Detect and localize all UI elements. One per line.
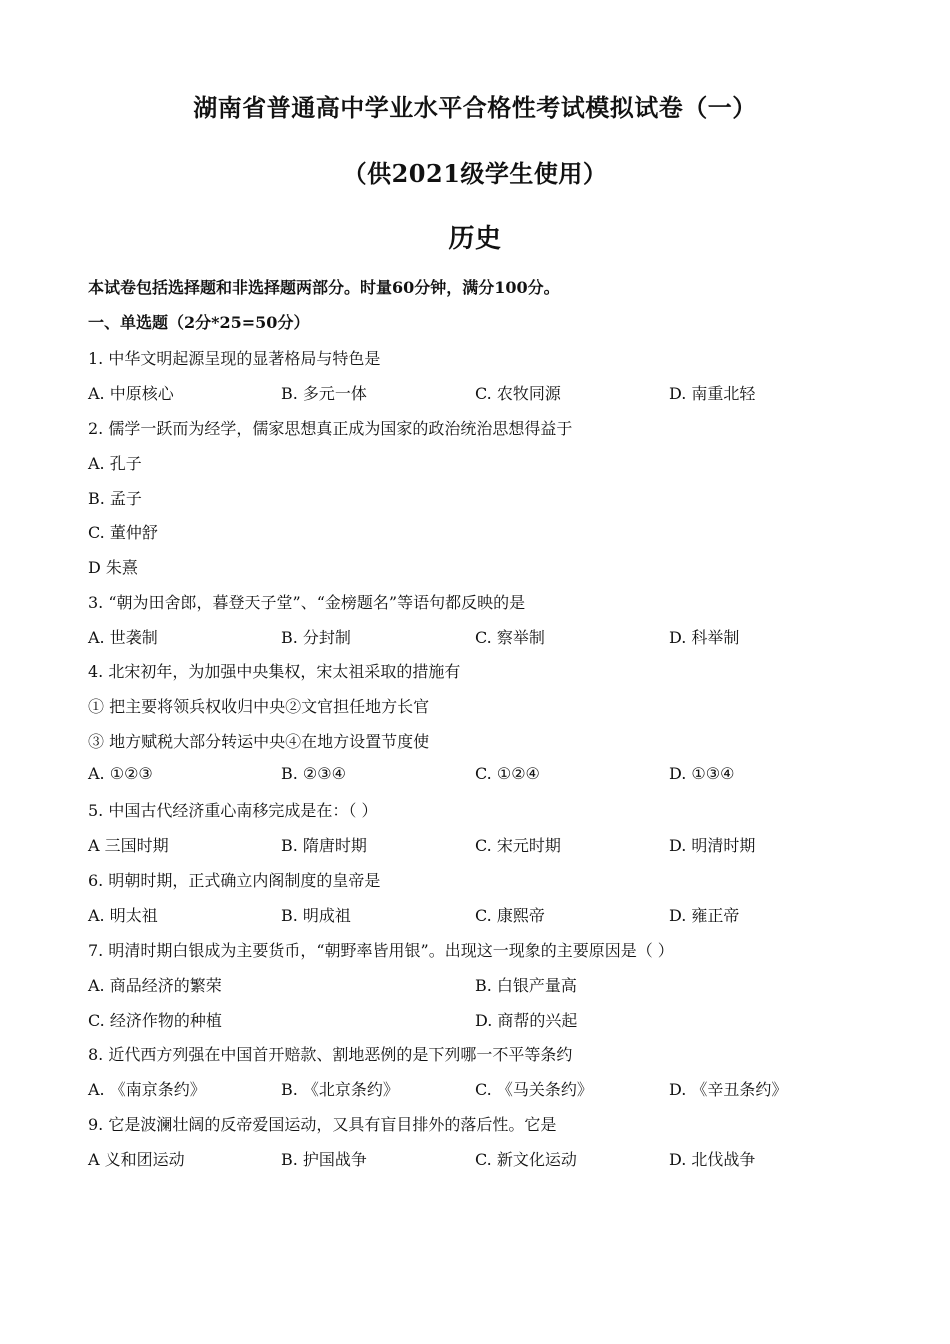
option-a: A 义和团运动 bbox=[88, 1150, 185, 1169]
option-a: A. ①②③ bbox=[88, 764, 153, 783]
exam-subtitle: （供2021级学生使用） bbox=[342, 159, 608, 188]
option-d: D. 商帮的兴起 bbox=[475, 1011, 578, 1030]
option-a: A. 明太祖 bbox=[88, 906, 158, 925]
option-c: C. 经济作物的种植 bbox=[88, 1011, 222, 1030]
option-c: C. ①②④ bbox=[475, 764, 540, 783]
question-stem: 6. 明朝时期，正式确立内阁制度的皇帝是 bbox=[88, 871, 381, 890]
option-c: C. 察举制 bbox=[475, 628, 545, 647]
option-d: D. 雍正帝 bbox=[669, 906, 740, 925]
question-stem: 1. 中华文明起源呈现的显著格局与特色是 bbox=[88, 349, 381, 368]
section-heading: 一、单选题（2分*25=50分） bbox=[88, 313, 310, 332]
option-b: B. 孟子 bbox=[88, 489, 142, 508]
option-d: D. 北伐战争 bbox=[669, 1150, 756, 1169]
option-d: D. 南重北轻 bbox=[669, 384, 756, 403]
option-d: D 朱熹 bbox=[88, 558, 138, 577]
question-stem: 4. 北宋初年，为加强中央集权，宋太祖采取的措施有 bbox=[88, 662, 461, 681]
question-stem: 9. 它是波澜壮阔的反帝爱国运动，又具有盲目排外的落后性。它是 bbox=[88, 1115, 557, 1134]
exam-title: 湖南省普通高中学业水平合格性考试模拟试卷（一） bbox=[193, 93, 757, 122]
option-c: C. 《马关条约》 bbox=[475, 1080, 593, 1099]
option-c: C. 新文化运动 bbox=[475, 1150, 577, 1169]
option-b: B. 白银产量高 bbox=[475, 976, 577, 995]
option-a: A. 孔子 bbox=[88, 454, 142, 473]
statement-line: ③ 地方赋税大部分转运中央④在地方设置节度使 bbox=[88, 732, 430, 751]
option-b: B. 明成祖 bbox=[281, 906, 351, 925]
question-stem: 7. 明清时期白银成为主要货币，“朝野率皆用银”。出现这一现象的主要原因是（ ） bbox=[88, 941, 674, 960]
option-d: D. ①③④ bbox=[669, 764, 735, 783]
option-c: C. 董仲舒 bbox=[88, 523, 158, 542]
option-c: C. 宋元时期 bbox=[475, 836, 561, 855]
option-d: D. 明清时期 bbox=[669, 836, 756, 855]
option-b: B. 《北京条约》 bbox=[281, 1080, 399, 1099]
option-a: A 三国时期 bbox=[88, 836, 169, 855]
exam-intro: 本试卷包括选择题和非选择题两部分。时量60分钟，满分100分。 bbox=[88, 278, 560, 297]
option-b: B. 隋唐时期 bbox=[281, 836, 367, 855]
option-a: A. 中原核心 bbox=[88, 384, 174, 403]
option-c: C. 康熙帝 bbox=[475, 906, 545, 925]
option-d: D. 《辛丑条约》 bbox=[669, 1080, 788, 1099]
option-a: A. 商品经济的繁荣 bbox=[88, 976, 222, 995]
option-a: A. 《南京条约》 bbox=[88, 1080, 206, 1099]
option-b: B. 分封制 bbox=[281, 628, 351, 647]
option-d: D. 科举制 bbox=[669, 628, 740, 647]
option-c: C. 农牧同源 bbox=[475, 384, 561, 403]
option-b: B. 多元一体 bbox=[281, 384, 367, 403]
option-a: A. 世袭制 bbox=[88, 628, 158, 647]
statement-line: ① 把主要将领兵权收归中央②文官担任地方长官 bbox=[88, 697, 430, 716]
question-stem: 2. 儒学一跃而为经学，儒家思想真正成为国家的政治统治思想得益于 bbox=[88, 419, 573, 438]
question-stem: 5. 中国古代经济重心南移完成是在：（ ） bbox=[88, 801, 378, 820]
option-b: B. 护国战争 bbox=[281, 1150, 367, 1169]
exam-subject: 历史 bbox=[448, 224, 502, 254]
option-b: B. ②③④ bbox=[281, 764, 346, 783]
question-stem: 3. “朝为田舍郎，暮登天子堂”、“金榜题名”等语句都反映的是 bbox=[88, 593, 526, 612]
question-stem: 8. 近代西方列强在中国首开赔款、割地恶例的是下列哪一不平等条约 bbox=[88, 1045, 573, 1064]
